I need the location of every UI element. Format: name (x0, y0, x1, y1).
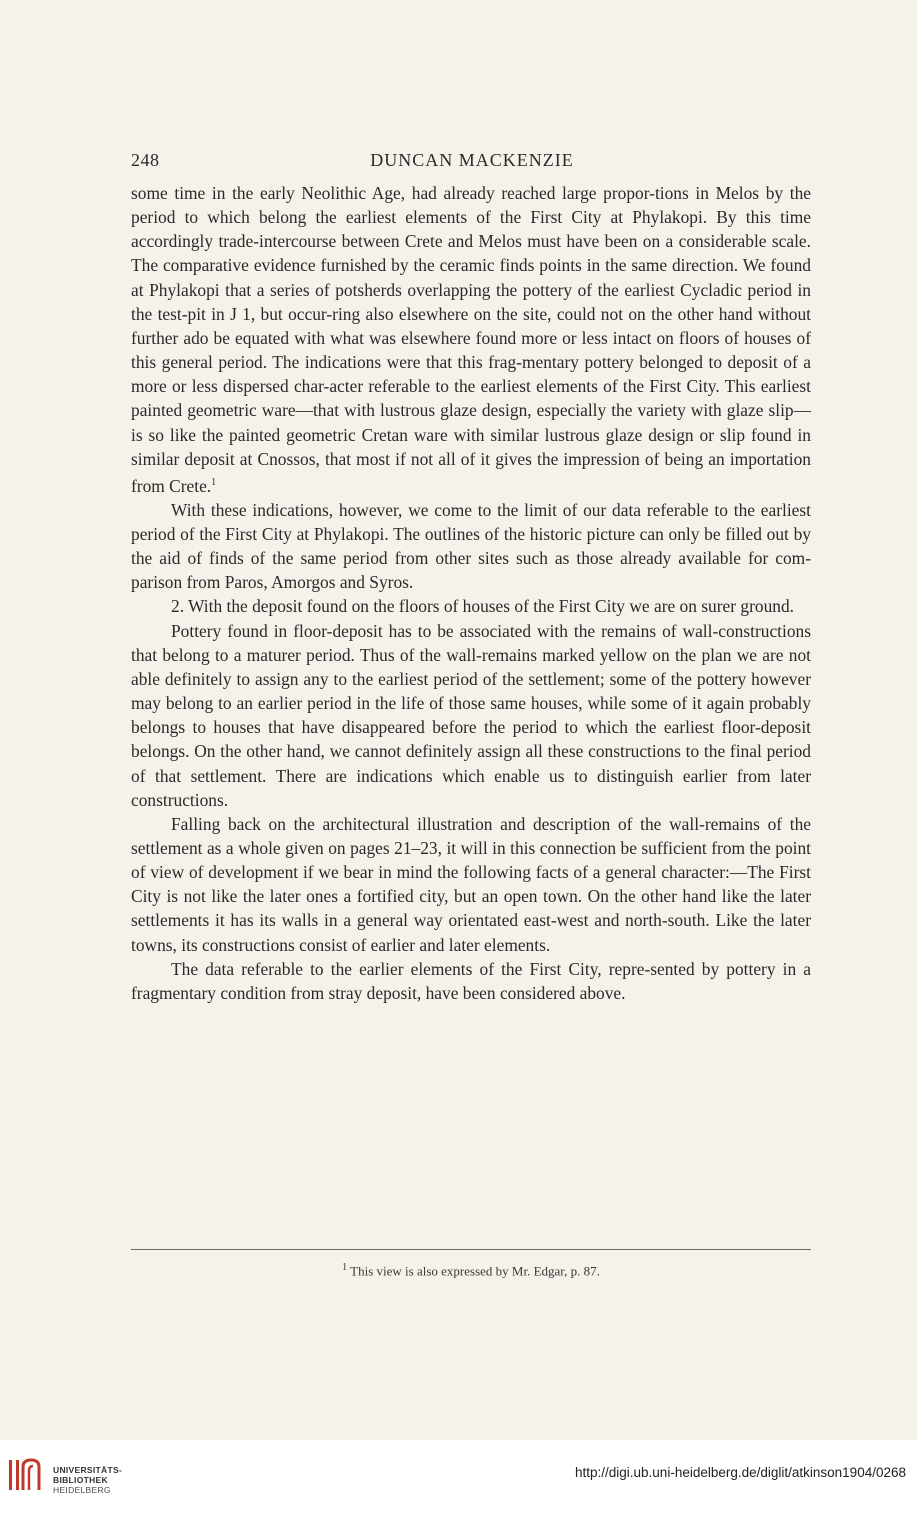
source-url-link[interactable]: http://digi.ub.uni-heidelberg.de/diglit/atkinson1904/0268 (575, 1465, 906, 1480)
running-head (131, 150, 813, 174)
paragraph-1: some time in the early Neolithic Age, had already reached large propor-tions in Melos by the period to which belong the earliest elements of the First City at Phylakopi. By this time accordingly trade-intercourse between Crete and Melos must have been on a considerable scale. The comparative evidence furnished by the ceramic finds points in the same direction. We found at Phylakopi that a series of potsherds overlapping the pottery of the earliest Cycladic period in the test-pit in J 1, but occur-ring also elsewhere on the site, could not on the other hand without further ado be equated with what was elsewhere found more or less intact on floors of houses of this general period. The indications were that this frag-mentary pottery belonged to deposit of a more or less dispersed char-acter referable to the earliest elements of the First City. This earliest painted geometric ware—that with lustrous glaze design, especially the variety with glaze slip—is so like the painted geometric Cretan ware with similar lustrous glaze design or slip found in similar deposit at Cnossos, that most if not all of it gives the impression of being an importation from Crete.$^1$ (131, 183, 811, 496)
footnote-marker: 1 (342, 1262, 348, 1273)
paragraph-2: With these indications, however, we come to the limit of our data referable to the earliest period of the First City at Phylakopi. The outlines of the historic picture can only be filled out by the aid of finds of the same period from other sites such as those already available for com-parison from Paros, Amorgos and Syros. (131, 499, 811, 593)
footnote-reference: 1 (211, 476, 217, 488)
footnote-text: This view is also expressed by Mr. Edgar, p. 87. (350, 1263, 600, 1279)
paragraph-3: 2. With the deposit found on the floors of houses of the First City we are on surer ground. (171, 596, 795, 617)
footnote (131, 1262, 811, 1279)
library-footer (0, 1440, 917, 1515)
footnote-divider (131, 1249, 811, 1250)
body-text (131, 181, 811, 1005)
paragraph-5: Falling back on the architectural illustration and description of the wall-remains of the settlement as a whole given on pages 21–23, it will in this connection be sufficient from the point of view of development if we bear in mind the following facts of a general character:—The First City is not like the later ones a fortified city, but an open town. On the other hand like the later settlements it has its walls in a general way orientated east-west and north-south. Like the later towns, its constructions consist of earlier and later elements. (131, 813, 811, 955)
paragraph-4: Pottery found in floor-deposit has to be associated with the remains of wall-constructions that belong to a maturer period. Thus of the wall-remains marked yellow on the plan we are not able definitely to assign any to the earliest period of the settlement; some of the pottery however may belong to an earlier period in the life of those same houses, while some of it again probably belongs to houses that have disappeared before the period to which the earliest floor-deposit belongs. On the other hand, we cannot definitely assign all these constructions to the final period of that settlement. There are indications which enable us to distinguish earlier from later constructions. (131, 620, 811, 810)
paragraph-6: The data referable to the earlier elements of the First City, repre-sented by pottery in a fragmentary condition from stray deposit, have been considered above. (131, 958, 811, 1003)
page-number: 248 (131, 150, 160, 170)
library-logo-icon (6, 1455, 46, 1495)
running-title: DUNCAN MACKENZIE (370, 150, 574, 170)
library-name: UNIVERSITÄTS- BIBLIOTHEK HEIDELBERG (53, 1465, 123, 1495)
